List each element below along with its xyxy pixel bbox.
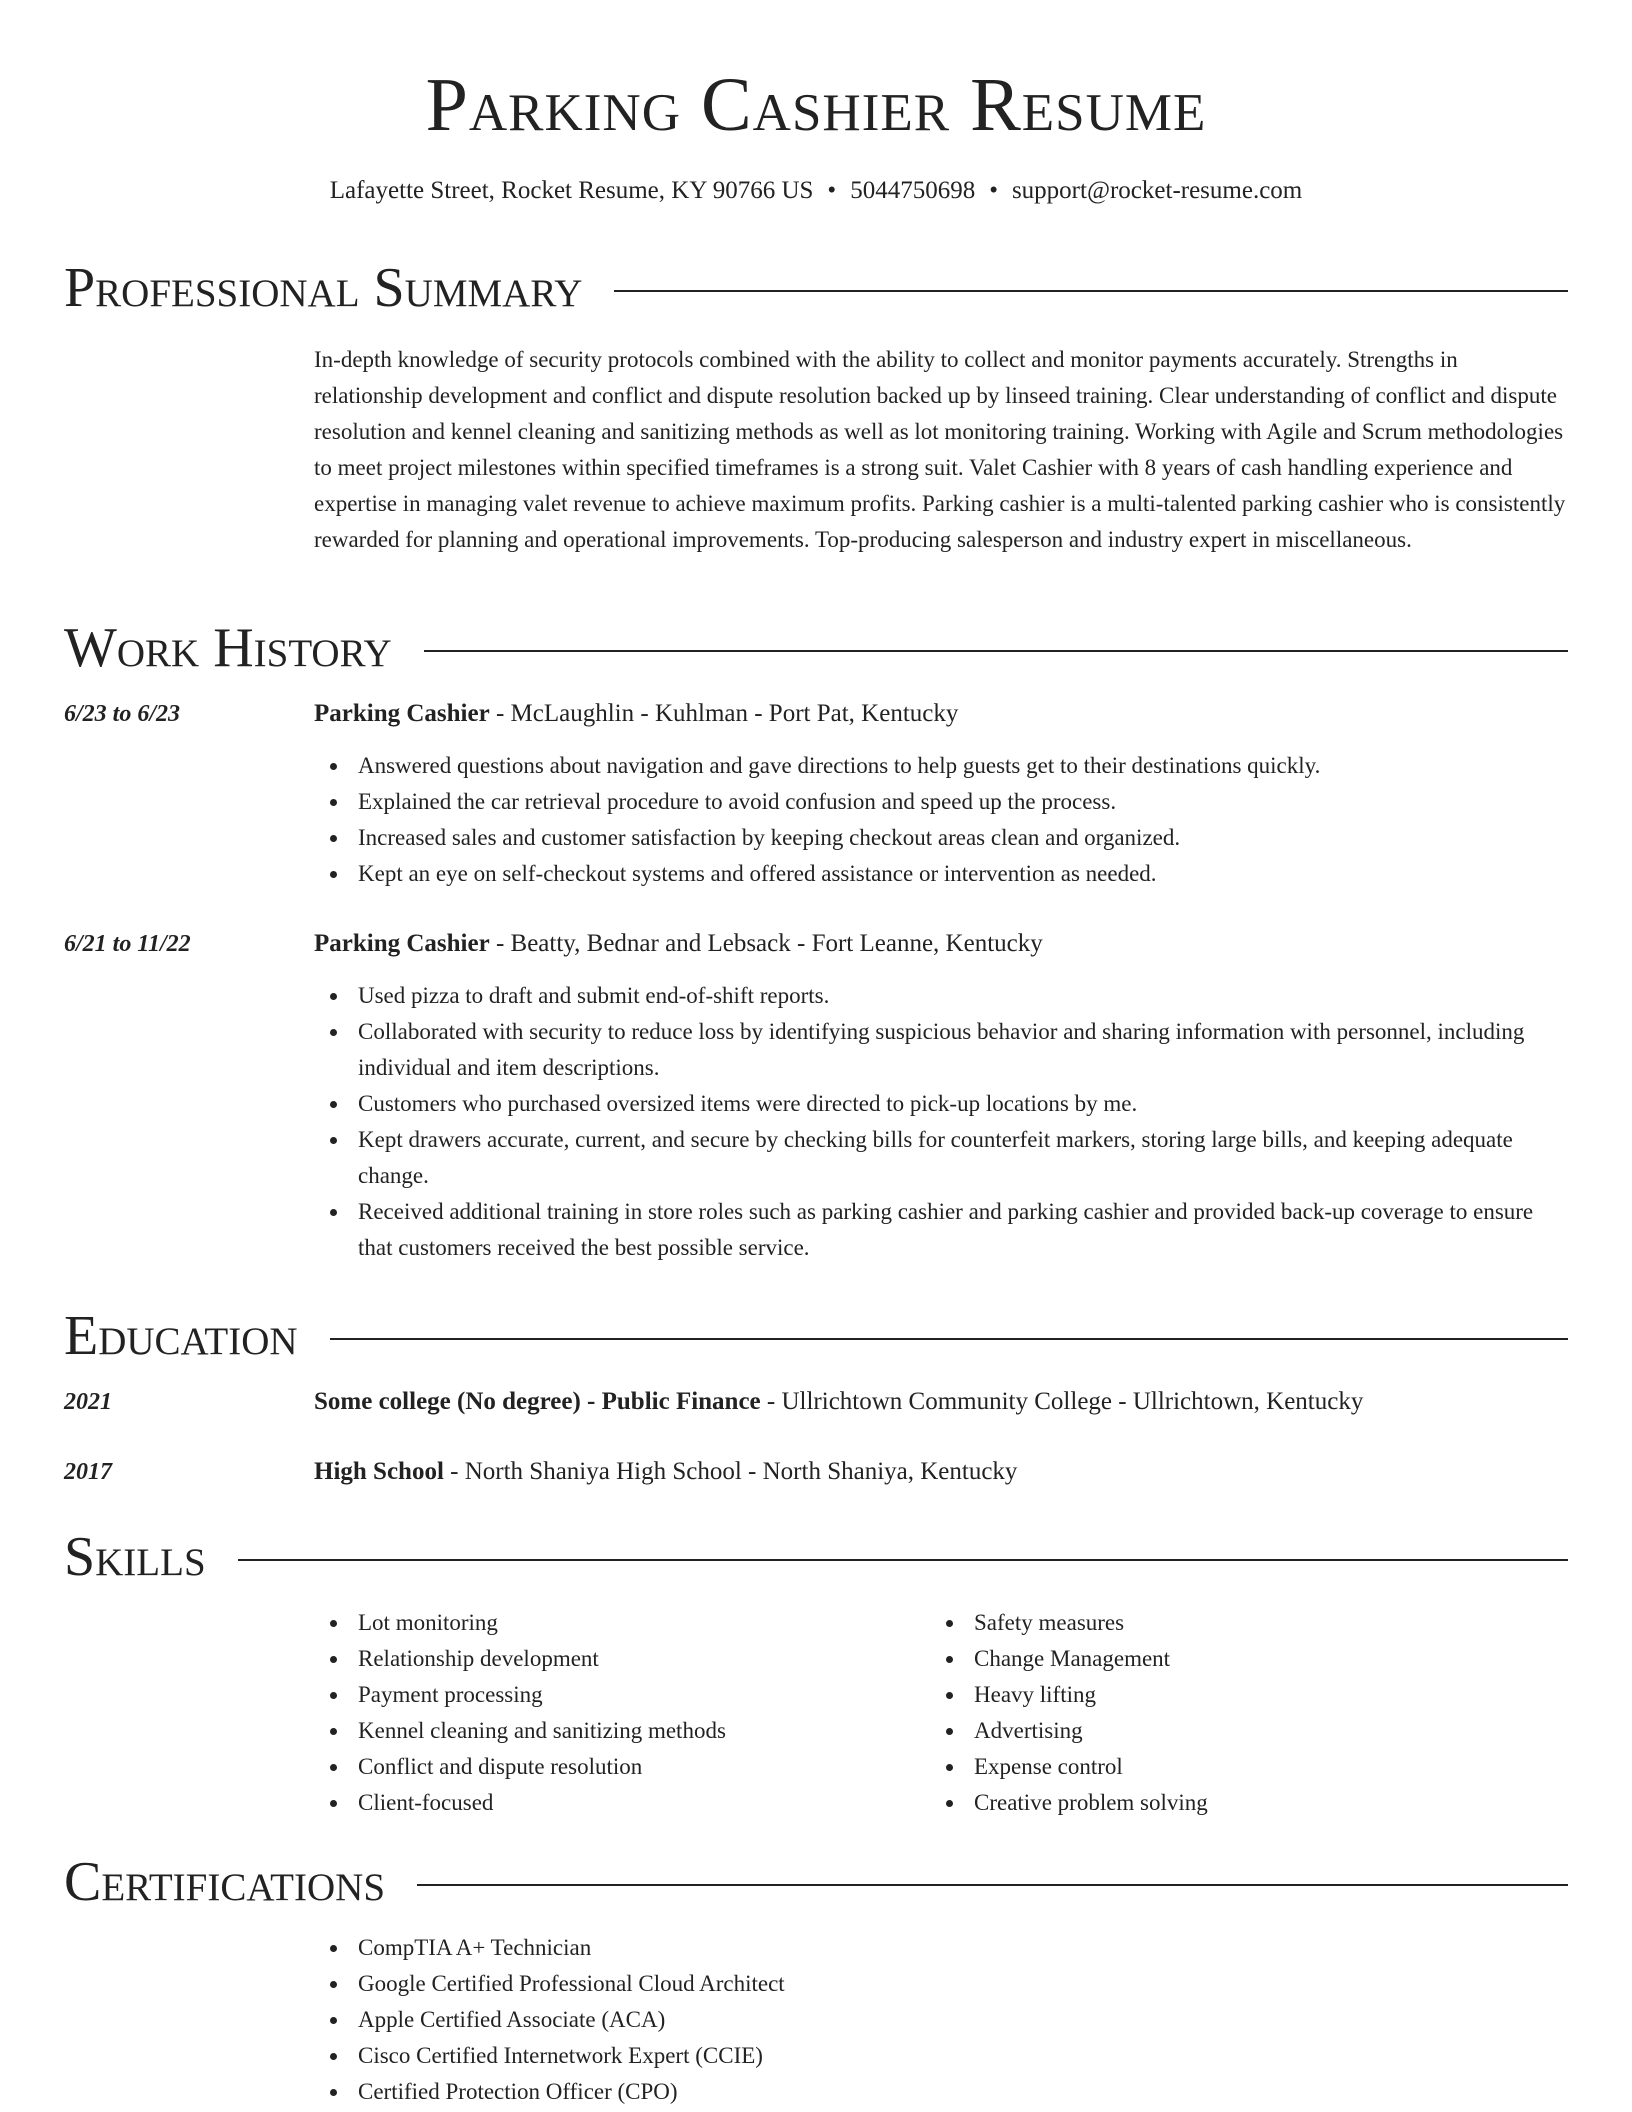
job-details: - McLaughlin - Kuhlman - Port Pat, Kentucky — [489, 700, 959, 727]
job-entry — [64, 926, 1568, 1266]
job-duty: Customers who purchased oversized items were directed to pick-up locations by me. — [314, 1086, 1568, 1122]
job-details: - Beatty, Bednar and Lebsack - Fort Leanne, Kentucky — [489, 930, 1043, 957]
contact-address: Lafayette Street, Rocket Resume, KY 90766 US — [329, 177, 814, 204]
job-duty: Kept drawers accurate, current, and secure by checking bills for counterfeit markers, storing large bills, and keeping adequate change. — [314, 1122, 1568, 1194]
certification-item: Certified Protection Officer (CPO) — [314, 2074, 1568, 2110]
skill-item: Kennel cleaning and sanitizing methods — [314, 1713, 930, 1749]
section-header — [64, 1852, 1568, 1912]
work-history-section — [64, 618, 1568, 1266]
skill-item: Safety measures — [930, 1605, 1568, 1641]
education-year: 2017 — [64, 1459, 112, 1485]
skills-list-right — [930, 1605, 1568, 1821]
education-degree: High School — [314, 1458, 444, 1485]
job-dates: 6/23 to 6/23 — [64, 701, 181, 727]
skill-item: Conflict and dispute resolution — [314, 1749, 930, 1785]
section-header — [64, 1527, 1568, 1587]
education-body — [314, 1384, 1568, 1420]
job-body — [314, 696, 1568, 892]
job-duty: Used pizza to draft and submit end-of-shift reports. — [314, 978, 1568, 1014]
job-role: Parking Cashier — [314, 930, 490, 957]
skill-item: Lot monitoring — [314, 1605, 930, 1641]
contact-separator: • — [989, 177, 998, 204]
education-degree: Some college (No degree) - Public Finance — [314, 1388, 761, 1415]
job-body — [314, 926, 1568, 1266]
job-duties — [314, 748, 1568, 892]
skill-item: Creative problem solving — [930, 1785, 1568, 1821]
resume-title: Parking Cashier Resume — [425, 63, 1207, 147]
education-year: 2021 — [64, 1389, 112, 1415]
job-role: Parking Cashier — [314, 700, 490, 727]
skill-item: Client-focused — [314, 1785, 930, 1821]
section-title-summary: Professional Summary — [64, 257, 583, 319]
job-duty: Collaborated with security to reduce loss by identifying suspicious behavior and sharing information with personnel, including individual and item descriptions. — [314, 1014, 1568, 1086]
job-duty: Received additional training in store roles such as parking cashier and parking cashier and provided back-up coverage to ensure that customers received the best possible service. — [314, 1194, 1568, 1266]
job-duty: Explained the car retrieval procedure to avoid confusion and speed up the process. — [314, 784, 1568, 820]
certifications-list — [314, 1930, 1568, 2110]
education-details: - North Shaniya High School - North Shaniya, Kentucky — [443, 1458, 1018, 1485]
education-section — [64, 1306, 1568, 1490]
section-divider — [424, 650, 1568, 652]
skill-item: Advertising — [930, 1713, 1568, 1749]
skill-item: Relationship development — [314, 1641, 930, 1677]
skill-item: Change Management — [930, 1641, 1568, 1677]
skills-section — [64, 1527, 1568, 1821]
summary-section — [64, 258, 1568, 558]
education-details: - Ullrichtown Community College - Ullrichtown, Kentucky — [760, 1388, 1364, 1415]
job-entry — [64, 696, 1568, 892]
section-divider — [417, 1884, 1568, 1886]
contact-separator: • — [827, 177, 837, 204]
section-title-work-history: Work History — [64, 617, 392, 679]
job-duty: Answered questions about navigation and gave directions to help guests get to their destinations quickly. — [314, 748, 1568, 784]
education-heading — [314, 1454, 1568, 1490]
section-title-certifications: Certifications — [64, 1851, 386, 1913]
education-entry — [64, 1384, 1568, 1420]
job-duty: Kept an eye on self-checkout systems and offered assistance or intervention as needed. — [314, 856, 1568, 892]
summary-text: In-depth knowledge of security protocols combined with the ability to collect and monitor payments accurately. Strengths in relationship development and conflict and dispute resolution backed up by linseed training. Clear understanding of conflict and dispute resolution and kennel cleaning and sanitizing methods as well as lot monitoring training. Working with Agile and Scrum methodologies to meet project milestones within specified timeframes is a strong suit. Valet Cashier with 8 years of cash handling experience and expertise in managing valet revenue to achieve maximum profits. Parking cashier is a multi-talented parking cashier who is consistently rewarded for planning and operational improvements. Top-producing salesperson and industry expert in miscellaneous. — [314, 347, 1566, 552]
section-header — [64, 258, 1568, 318]
section-header — [64, 1306, 1568, 1366]
section-header — [64, 618, 1568, 678]
section-divider — [614, 290, 1568, 292]
contact-email: support@rocket-resume.com — [1011, 177, 1303, 204]
job-heading — [314, 926, 1568, 962]
section-divider — [330, 1338, 1568, 1340]
education-heading — [314, 1384, 1568, 1420]
job-heading — [314, 696, 1568, 732]
job-duty: Increased sales and customer satisfaction by keeping checkout areas clean and organized. — [314, 820, 1568, 856]
education-body — [314, 1454, 1568, 1490]
education-entry — [64, 1454, 1568, 1490]
skill-item: Heavy lifting — [930, 1677, 1568, 1713]
section-divider — [238, 1559, 1568, 1561]
section-title-education: Education — [64, 1305, 298, 1367]
skill-item: Payment processing — [314, 1677, 930, 1713]
job-duties — [314, 978, 1568, 1266]
certifications-section — [64, 1852, 1568, 2110]
skill-item: Expense control — [930, 1749, 1568, 1785]
contact-line — [0, 175, 1632, 207]
certification-item: Google Certified Professional Cloud Architect — [314, 1966, 1568, 2002]
certification-item: Cisco Certified Internetwork Expert (CCIE) — [314, 2038, 1568, 2074]
job-dates: 6/21 to 11/22 — [64, 931, 191, 957]
section-title-skills: Skills — [64, 1526, 206, 1588]
certification-item: CompTIA A+ Technician — [314, 1930, 1568, 1966]
skills-list-left — [314, 1605, 930, 1821]
skills-columns — [314, 1605, 1568, 1821]
contact-phone: 5044750698 — [850, 177, 976, 204]
certification-item: Apple Certified Associate (ACA) — [314, 2002, 1568, 2038]
